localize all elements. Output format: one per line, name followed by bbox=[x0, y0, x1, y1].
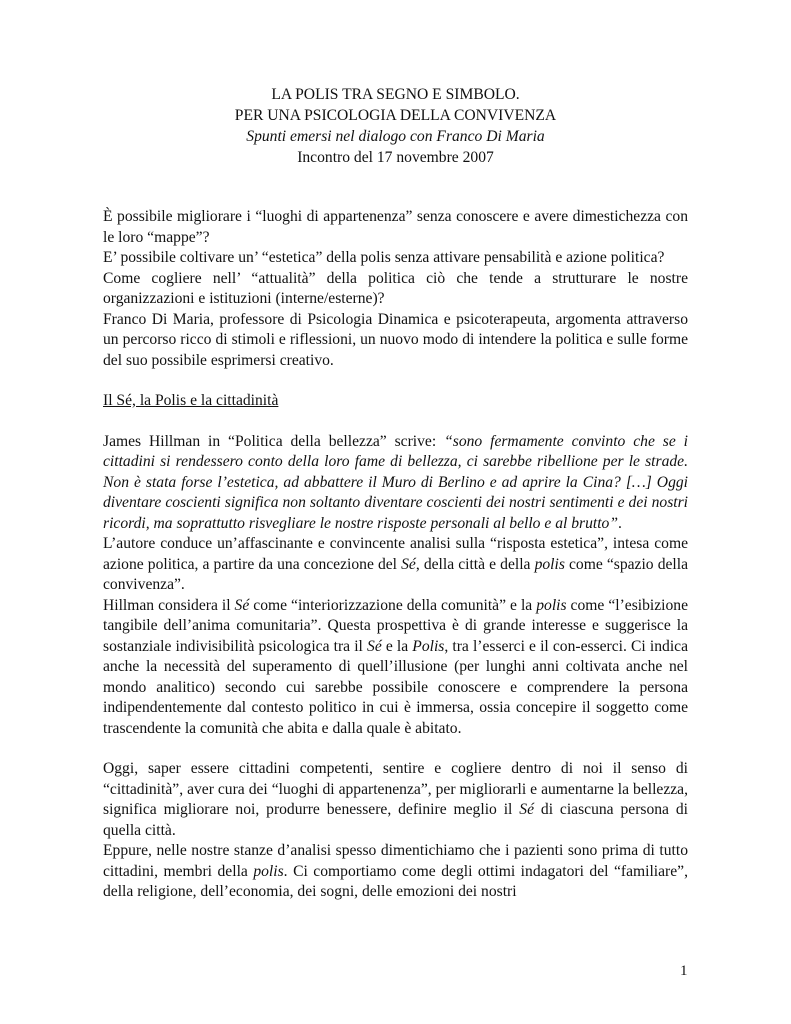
title-line-1: LA POLIS TRA SEGNO E SIMBOLO. bbox=[271, 86, 520, 103]
intro-question-3: Come cogliere nell’ “attualità” della politica ciò che tende a strutturare le nostre organizzazioni e istituzioni (interne/esterne)? bbox=[103, 269, 688, 307]
document-page bbox=[103, 84, 688, 903]
page-number: 1 bbox=[680, 963, 688, 979]
subtitle: Spunti emersi nel dialogo con Franco Di Maria bbox=[246, 128, 545, 145]
title-block bbox=[103, 84, 688, 168]
body-section bbox=[103, 432, 688, 903]
paragraph-oggi: Oggi, saper essere cittadini competenti, sentire e cogliere dentro di noi il senso di “cittadinità”, aver cura dei “luoghi di appartenenza”, per migliorarli e aumentarne la bellezza, significa migliorare noi, produrre benessere, definire meglio il Sé di ciascuna persona di quella città. bbox=[103, 760, 689, 839]
date-line: Incontro del 17 novembre 2007 bbox=[297, 149, 494, 166]
intro-question-1: È possibile migliorare i “luoghi di appartenenza” senza conoscere e avere dimestichezza con le loro “mappe”? bbox=[103, 208, 688, 246]
paragraph-eppure: Eppure, nelle nostre stanze d’analisi spesso dimentichiamo che i pazienti sono prima di tutto cittadini, membri della polis. Ci comportiamo come degli ottimi indagatori del “familiare”, della religione, dell’economia, dei sogni, delle emozioni dei nostri bbox=[103, 842, 688, 900]
intro-question-2: E’ possibile coltivare un’ “estetica” della polis senza attivare pensabilità e azione politica? bbox=[103, 249, 665, 266]
title-line-2: PER UNA PSICOLOGIA DELLA CONVIVENZA bbox=[234, 107, 557, 124]
intro-paragraph: Franco Di Maria, professore di Psicologia Dinamica e psicoterapeuta, argomenta attraverso un percorso ricco di stimoli e riflessioni, un nuovo modo di intendere la politica e sulle forme del suo possibile esprimersi creativo. bbox=[103, 310, 688, 369]
section-heading: Il Sé, la Polis e la cittadinità bbox=[103, 392, 279, 409]
paragraph-hillman-quote: James Hillman in “Politica della bellezza” scrive: “sono fermamente convinto che se i cittadini si rendessero conto della loro fame di bellezza, ci sarebbe ribellione per le strade. Non è stata forse l’estetica, ad abbattere il Muro di Berlino e ad aprire la Cina? […] Oggi diventare coscienti significa non soltanto diventare coscienti dei nostri sentimenti e dei nostri ricordi, ma soprattutto risvegliare le nostre risposte personali al bello e al brutto”. bbox=[103, 432, 688, 532]
paragraph-hillman-considers: Hillman considera il Sé come “interiorizzazione della comunità” e la polis come “l’esibizione tangibile dell’anima comunitaria”. Questa prospettiva è di grande interesse e suggerisce la sostanziale indivisibilità psicologica tra il Sé e la Polis, tra l’esserci e il con-esserci. Ci indica anche la necessità del superamento di quell’illusione (per lunghi anni coltivata anche nel mondo analitico) secondo cui sarebbe possibile conoscere e comprendere la persona indipendentemente dal contesto politico in cui è immersa, ossia concepire il soggetto come trascendente la comunità che abita e dalla quale è abitato. bbox=[103, 596, 689, 737]
intro-section bbox=[103, 207, 688, 371]
paragraph-analysis: L’autore conduce un’affascinante e convincente analisi sulla “risposta estetica”, intesa come azione politica, a partire da una concezione del Sé, della città e della polis come “spazio della convivenza”. bbox=[103, 535, 688, 593]
paragraph-gap bbox=[103, 739, 688, 759]
